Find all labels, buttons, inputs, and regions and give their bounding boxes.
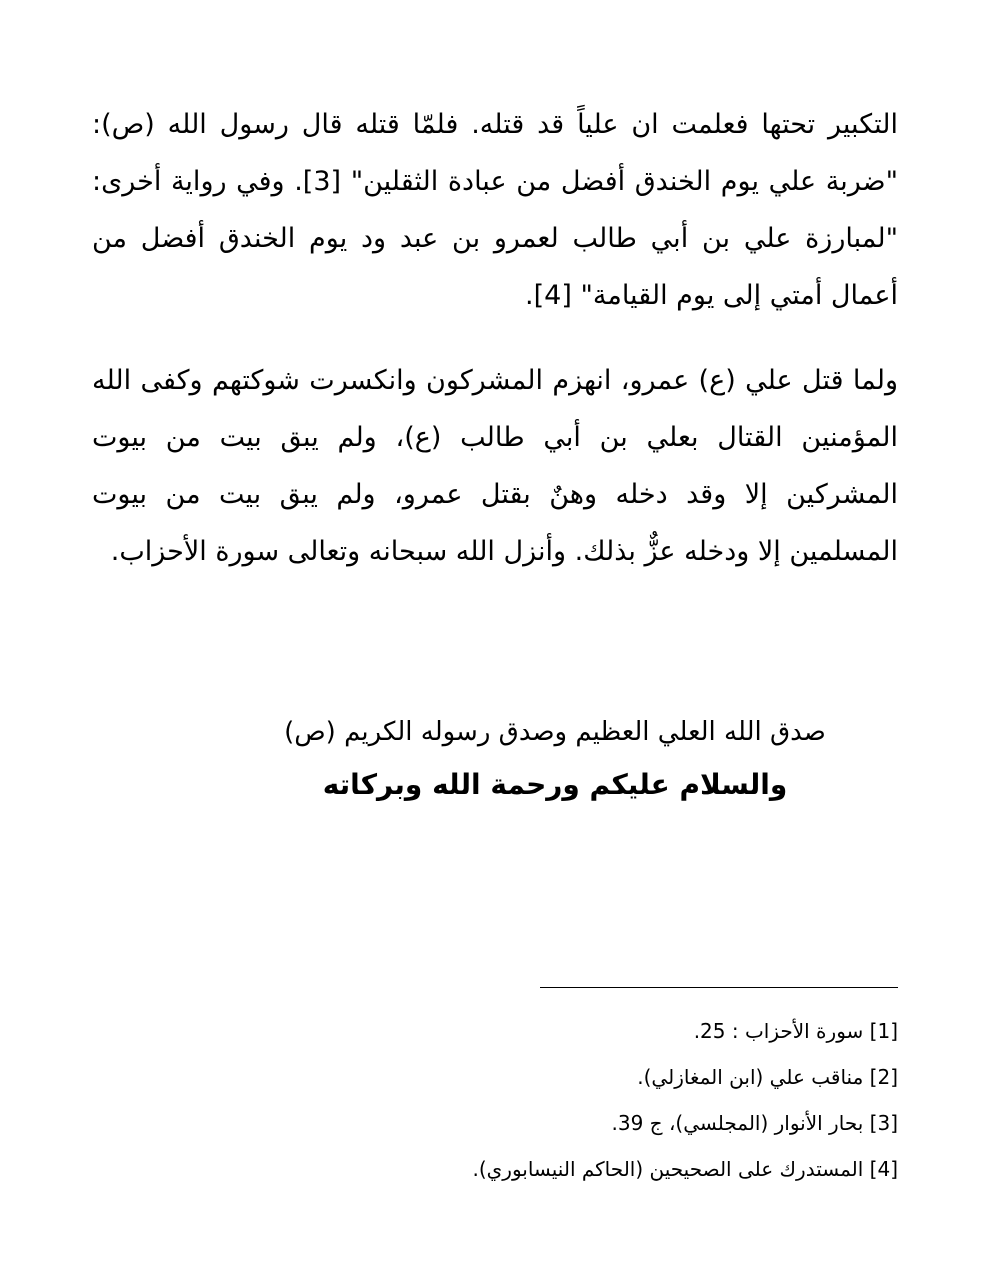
footnote-4: [4] المستدرك على الصحيحين (الحاكم النيسابوري). — [472, 1157, 898, 1181]
footnotes — [300, 1008, 898, 1192]
closing-line-1: صدق الله العلي العظيم وصدق رسوله الكريم (ص) — [284, 717, 826, 747]
body-paragraph-1: التكبير تحتها فعلمت ان علياً قد قتله. فلمّا قتله قال رسول الله (ص): "ضربة علي يوم الخندق أفضل من عبادة الثقلين" [3]. وفي رواية أخرى: "لمبارزة علي بن أبي طالب لعمرو بن عبد ود يوم الخندق أفضل من أعمال أمتي إلى يوم القيامة" [4]. — [92, 109, 898, 311]
footnote-2: [2] مناقب علي (ابن المغازلي). — [637, 1065, 898, 1089]
footnote-separator — [540, 987, 898, 988]
body-paragraph-2: ولما قتل علي (ع) عمرو، انهزم المشركون وانكسرت شوكتهم وكفى الله المؤمنين القتال بعلي بن أبي طالب (ع)، ولم يبق بيت من بيوت المشركين إلا وقد دخله وهنٌ بقتل عمرو، ولم يبق بيت من بيوت المسلمين إلا ودخله عزٌّ بذلك. وأنزل الله سبحانه وتعالى سورة الأحزاب. — [92, 365, 898, 567]
closing-block — [92, 708, 898, 814]
document-body — [92, 96, 898, 580]
closing-salutation: والسلام عليكم ورحمة الله وبركاته — [322, 768, 788, 801]
footnote-3: [3] بحار الأنوار (المجلسي)، ج 39. — [611, 1111, 898, 1135]
footnote-1: [1] سورة الأحزاب : 25. — [693, 1019, 898, 1043]
